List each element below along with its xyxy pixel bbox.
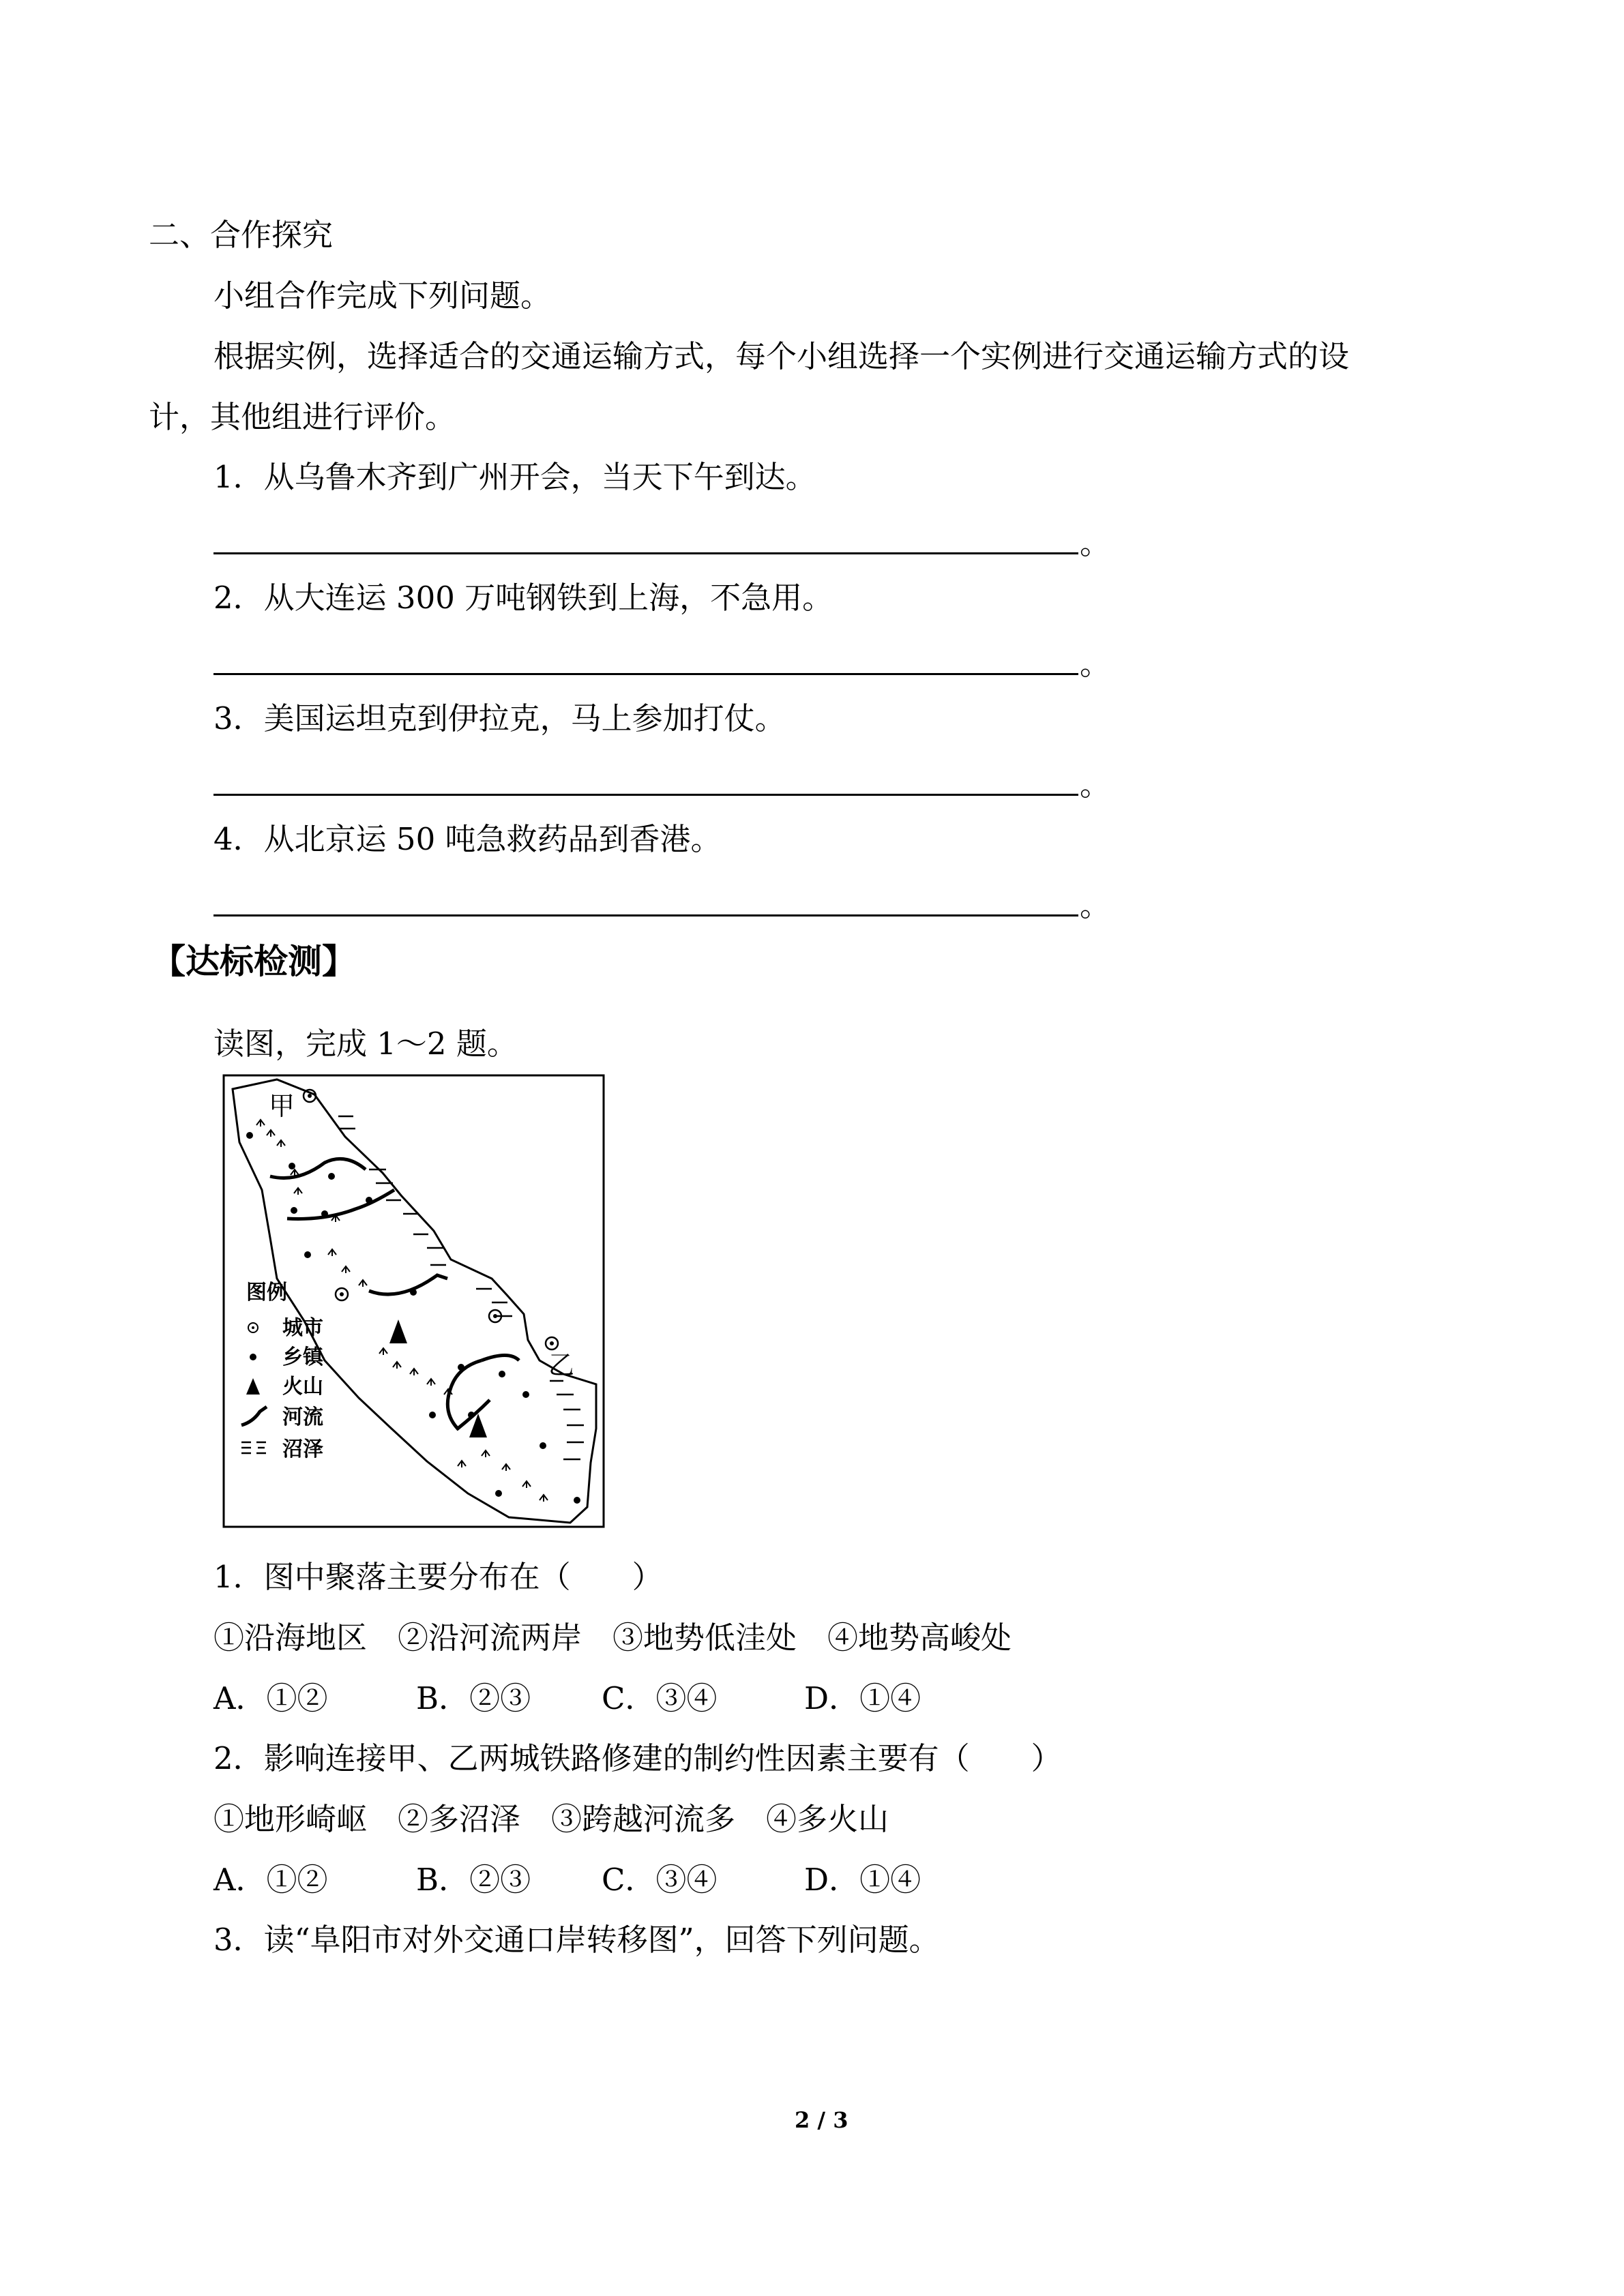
legend-title: 图例: [246, 1281, 287, 1304]
question-item-2: 2．从大连运 300 万吨钢铁到上海，不急用。: [213, 580, 833, 616]
legend-label-town: 乡镇: [282, 1345, 323, 1369]
q3-stem: 3．读“阜阳市对外交通口岸转移图”，回答下列问题。: [213, 1922, 940, 1958]
question-item-4: 4．从北京运 50 吨急救药品到香港。: [213, 821, 722, 857]
q2-options-line: ①地形崎岖 ②多沼泽 ③跨越河流多 ④多火山: [213, 1801, 889, 1837]
q2-choice-c[interactable]: C．③④: [602, 1862, 718, 1898]
city-label-jia: 甲: [269, 1091, 295, 1121]
page-number: 2 / 3: [795, 2107, 848, 2133]
paragraph-line-1: 根据实例，选择适合的交通运输方式，每个小组选择一个实例进行交通运输方式的设: [213, 338, 1350, 374]
answer-blank-1[interactable]: [213, 552, 1078, 554]
answer-blank-3[interactable]: [213, 794, 1078, 796]
q2-choice-d[interactable]: D．①④: [804, 1862, 921, 1898]
answer-end-4: 。: [1080, 887, 1111, 923]
section-intro: 小组合作完成下列问题。: [213, 278, 552, 314]
legend-label-volcano: 火山: [282, 1375, 323, 1399]
q2-choice-b[interactable]: B．②③: [416, 1862, 531, 1898]
q1-choice-a[interactable]: A．①②: [213, 1680, 328, 1716]
legend-label-city: 城市: [282, 1316, 323, 1340]
paragraph-line-2: 计，其他组进行评价。: [149, 399, 456, 435]
assessment-instruction: 读图，完成 1～2 题。: [213, 1026, 518, 1062]
town-icon: [250, 1354, 256, 1360]
question-item-3: 3．美国运坦克到伊拉克，马上参加打仗。: [213, 700, 786, 736]
legend-label-swamp: 沼泽: [282, 1437, 323, 1461]
city-label-yi: 乙: [548, 1350, 575, 1380]
answer-end-1: 。: [1080, 525, 1111, 561]
answer-end-3: 。: [1080, 766, 1111, 803]
q2-stem: 2．影响连接甲、乙两城铁路修建的制约性因素主要有（ ）: [213, 1740, 1062, 1776]
q1-choice-d[interactable]: D．①④: [804, 1680, 921, 1716]
assessment-heading: 【达标检测】: [151, 942, 356, 981]
legend-label-river: 河流: [282, 1405, 323, 1429]
q2-choice-a[interactable]: A．①②: [213, 1862, 328, 1898]
map-figure: [222, 1074, 605, 1528]
answer-blank-4[interactable]: [213, 914, 1078, 916]
answer-end-2: 。: [1080, 646, 1111, 682]
q1-choice-c[interactable]: C．③④: [602, 1680, 718, 1716]
q1-stem: 1．图中聚落主要分布在（ ）: [213, 1559, 663, 1595]
section-heading: 二、合作探究: [149, 217, 334, 253]
q1-choice-b[interactable]: B．②③: [416, 1680, 531, 1716]
question-item-1: 1．从乌鲁木齐到广州开会，当天下午到达。: [213, 459, 816, 495]
answer-blank-2[interactable]: [213, 673, 1078, 675]
q1-options-line: ①沿海地区 ②沿河流两岸 ③地势低洼处 ④地势高峻处: [213, 1620, 1012, 1656]
